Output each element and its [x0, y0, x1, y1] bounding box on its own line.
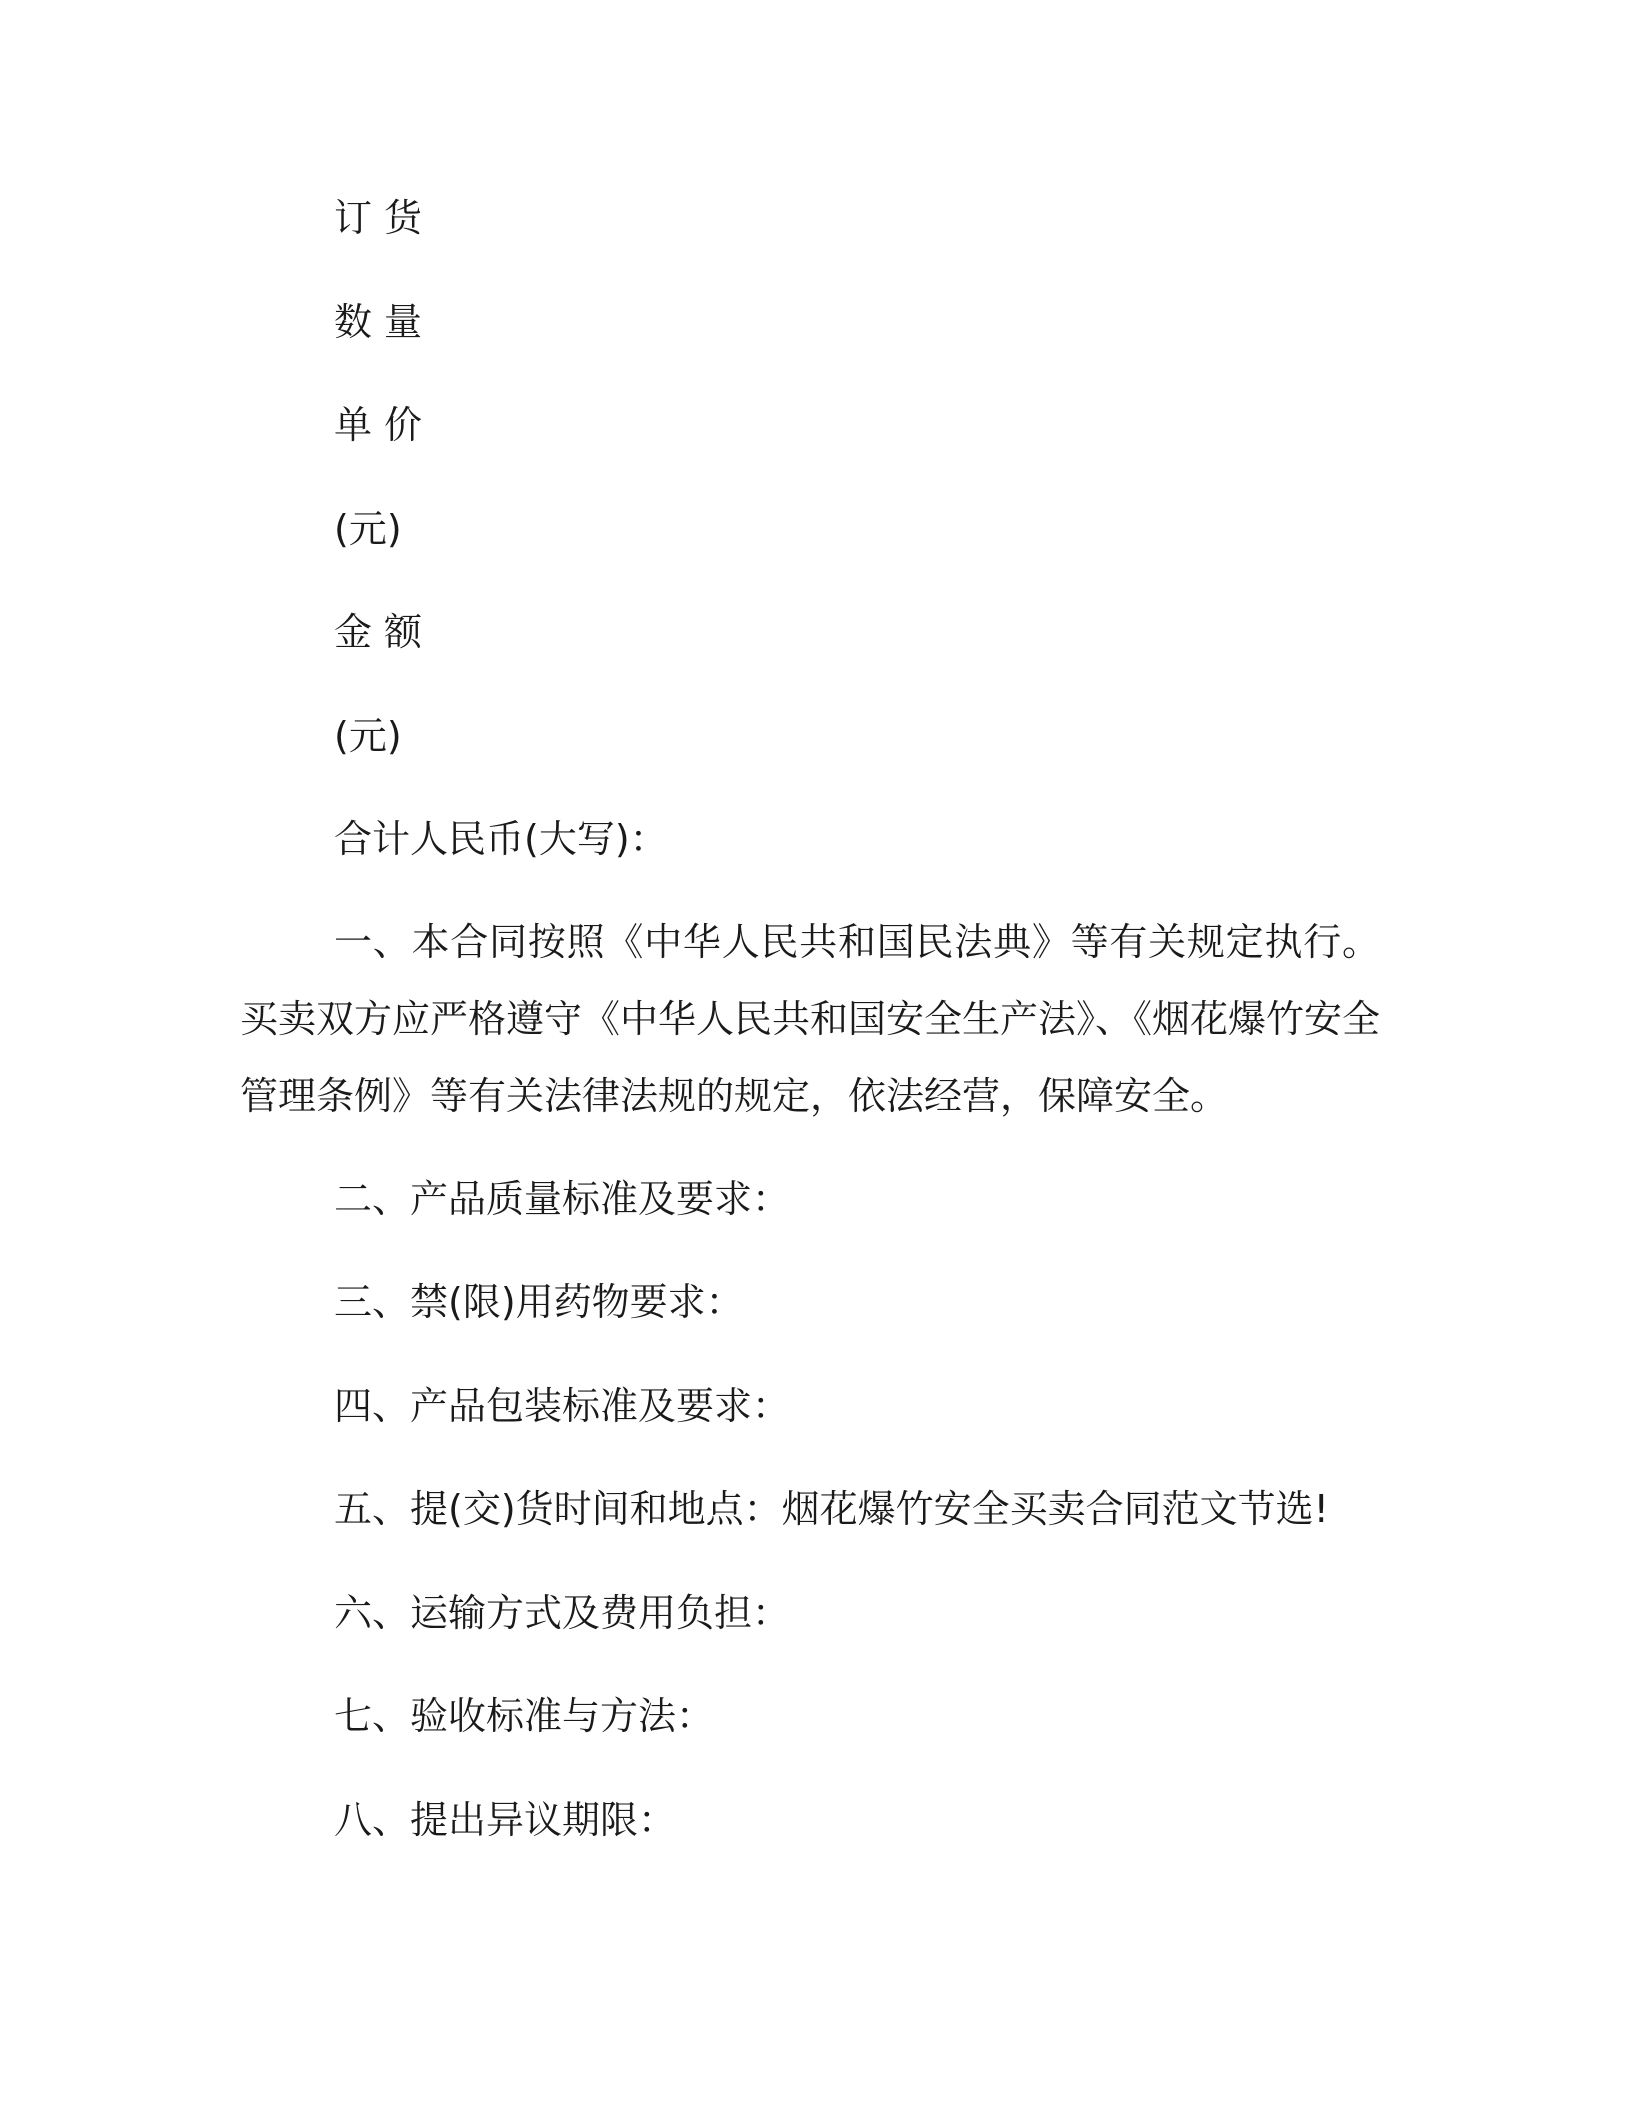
field-quantity: 数量: [334, 300, 435, 344]
clause-8: 八、提出异议期限：: [334, 1798, 677, 1842]
clause-7: 七、验收标准与方法：: [334, 1694, 715, 1738]
clause-4: 四、产品包装标准及要求：: [334, 1384, 791, 1428]
clause-6: 六、运输方式及费用负担：: [334, 1591, 791, 1635]
field-amount-unit: (元): [334, 714, 402, 758]
clause-1: 一、本合同按照《中华人民共和国民法典》等有关规定执行。买卖双方应严格遵守《中华人民共和国安全生产法》、《烟花爆竹安全管理条例》等有关法律法规的规定，依法经营，保障安全。: [240, 920, 1381, 1118]
field-order-goods: 订货: [334, 196, 435, 240]
field-unit-price-unit: (元): [334, 507, 402, 551]
field-amount: 金额: [334, 610, 435, 654]
clause-3: 三、禁(限)用药物要求：: [334, 1280, 744, 1324]
clause-2: 二、产品质量标准及要求：: [334, 1177, 791, 1221]
field-unit-price: 单价: [334, 403, 435, 447]
clause-5: 五、提(交)货时间和地点：烟花爆竹安全买卖合同范文节选!: [334, 1487, 1329, 1531]
total-rmb-uppercase: 合计人民币(大写)：: [334, 817, 668, 861]
